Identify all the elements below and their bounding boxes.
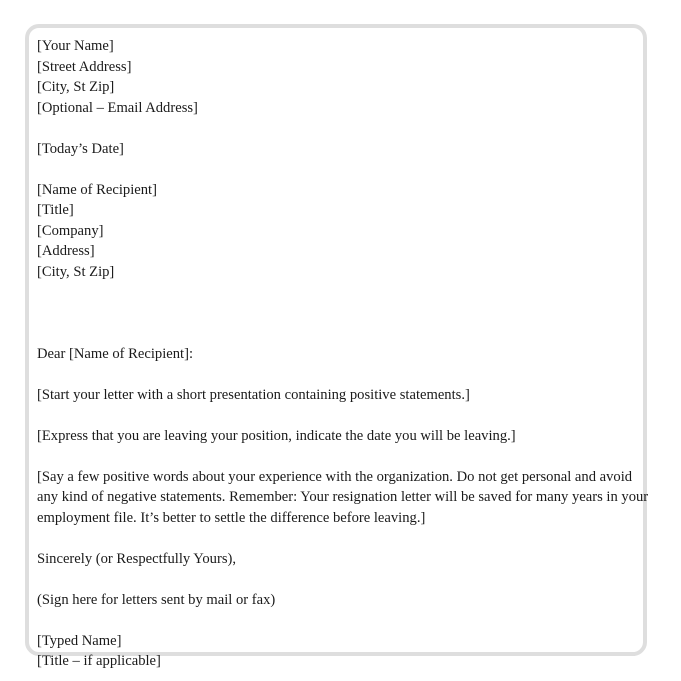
spacer xyxy=(37,446,657,467)
spacer xyxy=(37,528,657,549)
body-paragraph-2: [Express that you are leaving your position, indicate the date you will be leaving.] xyxy=(37,427,516,444)
resignation-letter xyxy=(37,36,657,672)
spacer xyxy=(37,569,657,590)
spacer xyxy=(37,159,657,180)
spacer xyxy=(37,610,657,631)
spacer xyxy=(37,364,657,385)
salutation: Dear [Name of Recipient]: xyxy=(37,345,193,362)
sender-street: [Street Address] xyxy=(37,58,132,75)
letter-card xyxy=(25,24,649,669)
closing: Sincerely (or Respectfully Yours), xyxy=(37,550,237,567)
recipient-address: [Address] xyxy=(37,243,95,259)
recipient-city: [City, St Zip] xyxy=(37,263,115,280)
recipient-company: [Company] xyxy=(37,222,104,239)
sender-city: [City, St Zip] xyxy=(37,79,115,95)
sender-name: [Your Name] xyxy=(37,38,114,54)
signature-title: [Title – if applicable] xyxy=(37,653,161,669)
body-paragraph-1: [Start your letter with a short presentation containing positive statements.] xyxy=(37,386,470,403)
spacer xyxy=(37,323,657,344)
spacer xyxy=(37,405,657,426)
signature-note: (Sign here for letters sent by mail or fax) xyxy=(37,591,276,608)
body-paragraph-3-line-3: employment file. It’s better to settle the difference before leaving.] xyxy=(37,509,426,526)
body-paragraph-3-line-2: any kind of negative statements. Remember: Your resignation letter will be saved for many years in your xyxy=(37,489,649,505)
spacer xyxy=(37,118,657,139)
letter-date: [Today’s Date] xyxy=(37,140,124,157)
sender-email: [Optional – Email Address] xyxy=(37,99,198,116)
typed-name: [Typed Name] xyxy=(37,632,122,649)
recipient-name: [Name of Recipient] xyxy=(37,181,157,198)
spacer xyxy=(37,282,657,323)
recipient-title: [Title] xyxy=(37,202,74,218)
body-paragraph-3-line-1: [Say a few positive words about your experience with the organization. Do not get personal and avoid xyxy=(37,468,633,485)
